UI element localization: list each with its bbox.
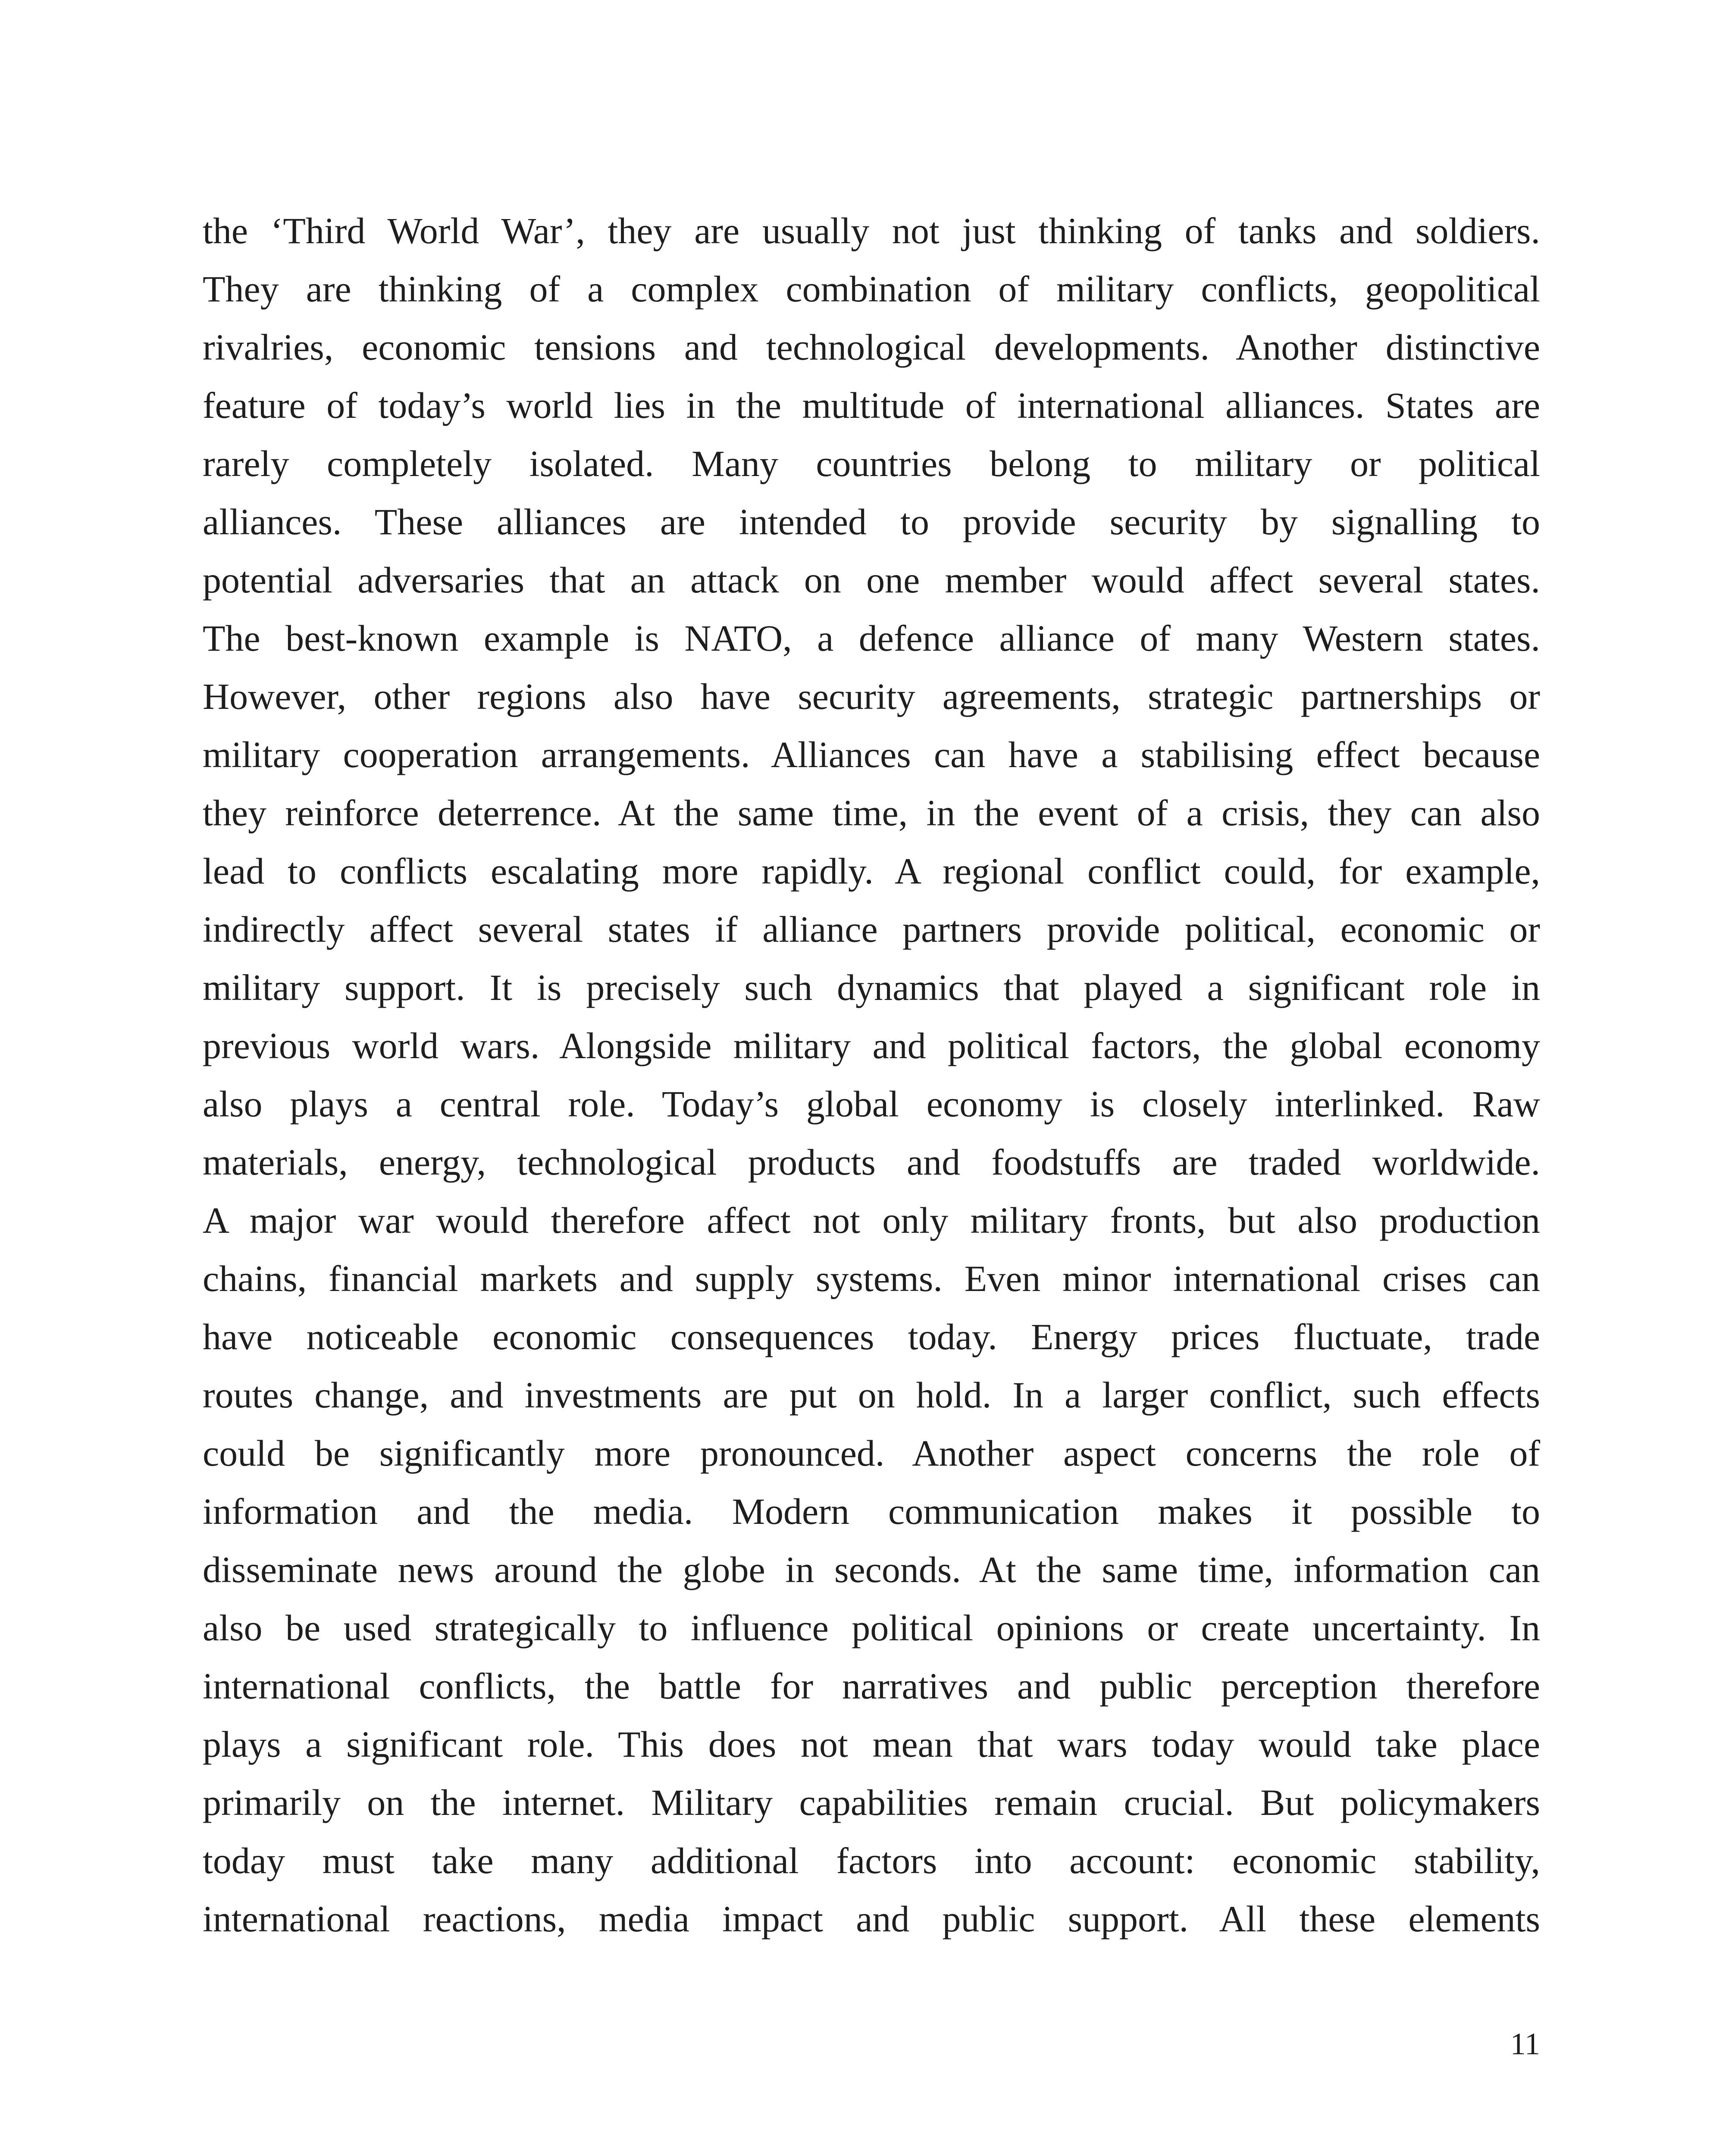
text-line: international reactions, media impact and public support. All these elements bbox=[203, 1898, 1540, 1940]
text-line: routes change, and investments are put on hold. In a larger conflict, such effects bbox=[203, 1374, 1540, 1416]
text-line: materials, energy, technological products and foodstuffs are traded worldwide. bbox=[203, 1141, 1540, 1183]
text-line: indirectly affect several states if alliance partners provide political, economic or bbox=[203, 909, 1540, 950]
text-line: chains, financial markets and supply systems. Even minor international crises can bbox=[203, 1258, 1540, 1299]
text-line: rivalries, economic tensions and technological developments. Another distinctive bbox=[203, 326, 1540, 368]
text-line: plays a significant role. This does not mean that wars today would take place bbox=[203, 1724, 1540, 1765]
text-line: primarily on the internet. Military capabilities remain crucial. But policymakers bbox=[203, 1782, 1540, 1823]
text-line: the ‘Third World War’, they are usually not just thinking of tanks and soldiers. bbox=[203, 210, 1540, 251]
text-line: also plays a central role. Today’s global economy is closely interlinked. Raw bbox=[203, 1083, 1540, 1125]
text-line: The best-known example is NATO, a defence alliance of many Western states. bbox=[203, 617, 1540, 659]
text-line: However, other regions also have security agreements, strategic partnerships or bbox=[203, 676, 1540, 717]
text-line: disseminate news around the globe in seconds. At the same time, information can bbox=[203, 1549, 1540, 1590]
text-line: military support. It is precisely such dynamics that played a significant role in bbox=[203, 967, 1540, 1008]
text-line: previous world wars. Alongside military and political factors, the global economy bbox=[203, 1025, 1540, 1066]
text-line: international conflicts, the battle for narratives and public perception therefore bbox=[203, 1665, 1540, 1707]
text-line: also be used strategically to influence political opinions or create uncertainty. In bbox=[203, 1607, 1540, 1648]
text-line: rarely completely isolated. Many countries belong to military or political bbox=[203, 443, 1540, 484]
text-line: alliances. These alliances are intended to provide security by signalling to bbox=[203, 501, 1540, 542]
body-paragraph bbox=[203, 202, 1540, 1948]
text-line: today must take many additional factors into account: economic stability, bbox=[203, 1840, 1540, 1881]
text-line: could be significantly more pronounced. Another aspect concerns the role of bbox=[203, 1432, 1540, 1474]
text-line: feature of today’s world lies in the multitude of international alliances. States are bbox=[203, 385, 1540, 426]
text-line: information and the media. Modern communication makes it possible to bbox=[203, 1491, 1540, 1532]
page-number: 11 bbox=[1510, 2027, 1540, 2061]
text-line: military cooperation arrangements. Alliances can have a stabilising effect because bbox=[203, 734, 1540, 775]
text-line: They are thinking of a complex combination of military conflicts, geopolitical bbox=[203, 268, 1540, 310]
text-line: potential adversaries that an attack on one member would affect several states. bbox=[203, 559, 1540, 601]
text-line: have noticeable economic consequences today. Energy prices fluctuate, trade bbox=[203, 1316, 1540, 1357]
text-line: A major war would therefore affect not only military fronts, but also production bbox=[203, 1200, 1540, 1241]
text-line: lead to conflicts escalating more rapidly. A regional conflict could, for example, bbox=[203, 850, 1540, 892]
text-line: they reinforce deterrence. At the same time, in the event of a crisis, they can also bbox=[203, 792, 1540, 834]
